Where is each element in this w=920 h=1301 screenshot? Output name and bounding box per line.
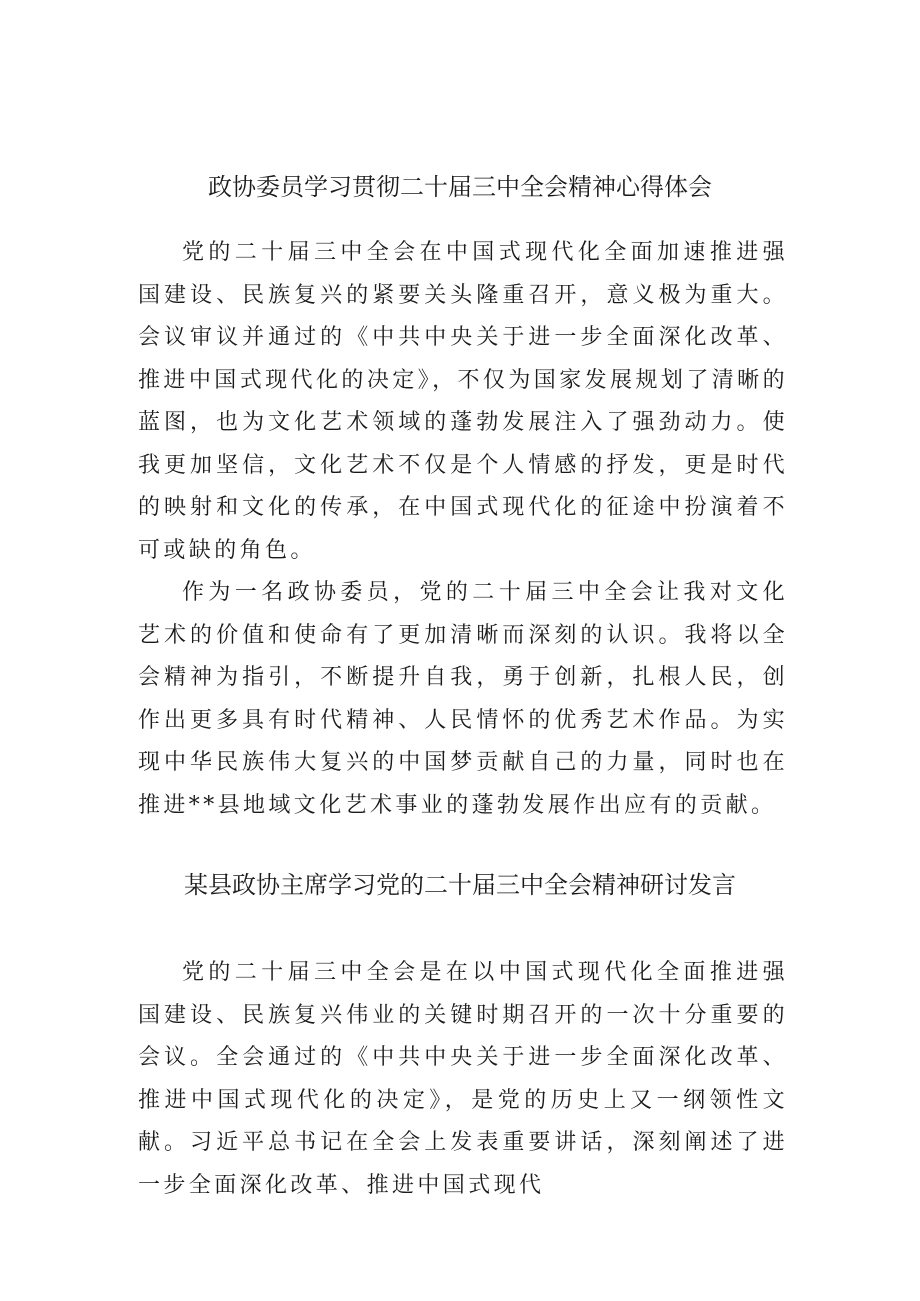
section-1-body	[138, 232, 788, 827]
section-2-paragraph-1: 党的二十届三中全会是在以中国式现代化全面推进强国建设、民族复兴伟业的关键时期召开的一次十分重要的会议。全会通过的《中共中央关于进一步全面深化改革、推进中国式现代化的决定》，是党的历史上又一纲领性文献。习近平总书记在全会上发表重要讲话，深刻阐述了进一步全面深化改革、推进中国式现代	[138, 960, 788, 1198]
section-2-body	[138, 952, 788, 1207]
section-2-title: 某县政协主席学习党的二十届三中全会精神研讨发言	[184, 871, 736, 899]
section-1-paragraph-2: 作为一名政协委员，党的二十届三中全会让我对文化艺术的价值和使命有了更加清晰而深刻的认识。我将以全会精神为指引，不断提升自我，勇于创新，扎根人民，创作出更多具有时代精神、人民情怀的优秀艺术作品。为实现中华民族伟大复兴的中国梦贡献自己的力量，同时也在推进**县地域文化艺术事业的蓬勃发展作出应有的贡献。	[138, 580, 788, 818]
section-1-paragraph-1: 党的二十届三中全会在中国式现代化全面加速推进强国建设、民族复兴的紧要关头隆重召开，意义极为重大。会议审议并通过的《中共中央关于进一步全面深化改革、推进中国式现代化的决定》，不仅为国家发展规划了清晰的蓝图，也为文化艺术领域的蓬勃发展注入了强劲动力。使我更加坚信，文化艺术不仅是个人情感的抒发，更是时代的映射和文化的传承，在中国式现代化的征途中扮演着不可或缺的角色。	[138, 240, 788, 563]
section-1-title: 政协委员学习贯彻二十届三中全会精神心得体会	[208, 173, 712, 201]
